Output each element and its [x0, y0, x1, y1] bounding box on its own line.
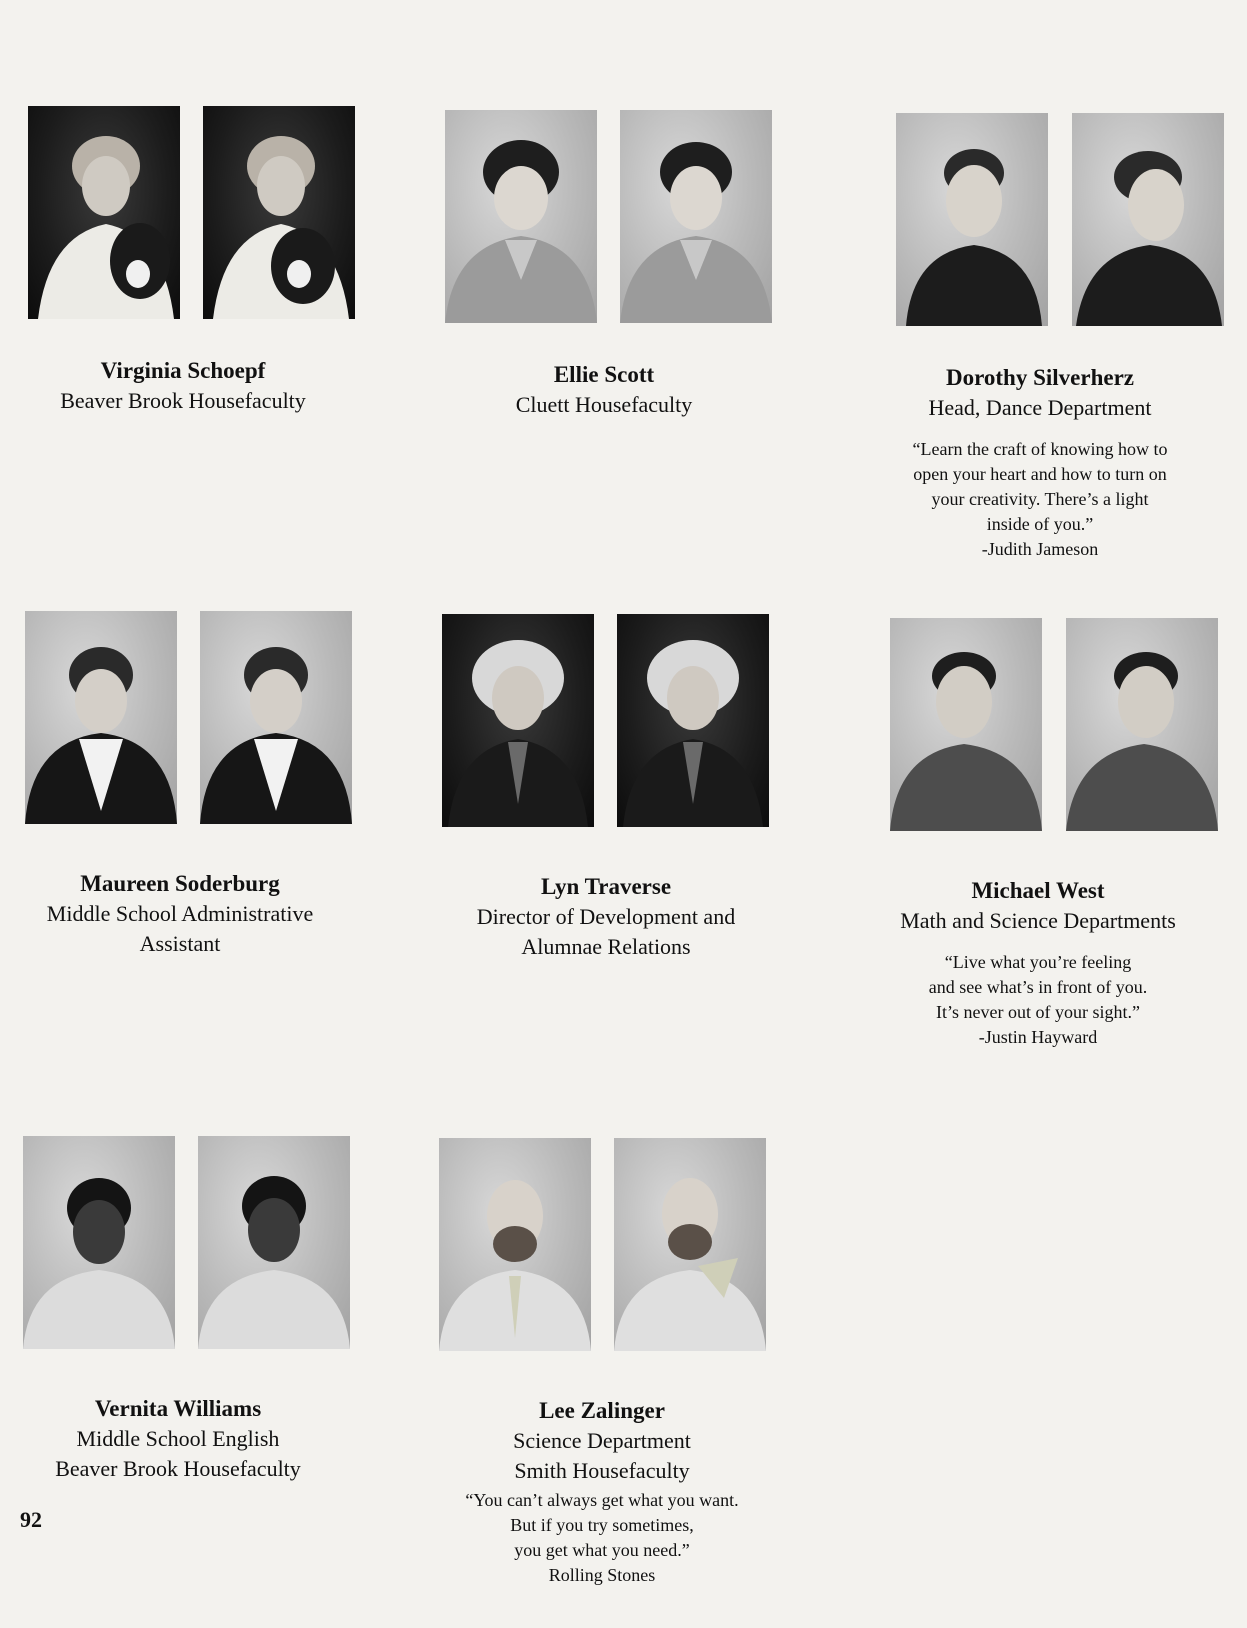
- faculty-role: Middle School English: [76, 1426, 280, 1451]
- faculty-quote: [412, 1488, 792, 1588]
- page-number: 92: [20, 1507, 42, 1532]
- portrait-photo: [25, 611, 177, 824]
- faculty-entry-zalinger: [412, 1138, 792, 1585]
- faculty-quote: [848, 950, 1228, 1050]
- portrait-photo: [203, 106, 355, 319]
- faculty-entry-traverse: [416, 614, 796, 959]
- faculty-role: Cluett Housefaculty: [515, 392, 693, 417]
- portrait-photo: [1066, 618, 1218, 831]
- faculty-entry-soderburg: [0, 611, 370, 956]
- faculty-entry-west: [848, 618, 1228, 1047]
- faculty-role: Assistant: [139, 931, 221, 956]
- faculty-role: Alumnae Relations: [521, 934, 691, 959]
- faculty-name: Maureen Soderburg: [80, 871, 280, 896]
- faculty-role: Middle School Administrative: [46, 901, 314, 926]
- faculty-entry-williams: [0, 1136, 368, 1481]
- portrait-photo: [442, 614, 594, 827]
- portrait-photo: [1072, 113, 1224, 326]
- quote-line: you get what you need.”: [514, 1540, 690, 1560]
- faculty-role: Beaver Brook Housefaculty: [60, 388, 306, 413]
- quote-line: inside of you.”: [986, 514, 1094, 534]
- faculty-name: Virginia Schoepf: [100, 358, 266, 383]
- portrait-photo: [896, 113, 1048, 326]
- quote-line: “Learn the craft of knowing how to: [912, 439, 1168, 459]
- quote-attribution: -Justin Hayward: [978, 1027, 1098, 1047]
- portrait-photo: [28, 106, 180, 319]
- portrait-photo: [614, 1138, 766, 1351]
- faculty-name: Michael West: [971, 878, 1105, 903]
- faculty-role: Beaver Brook Housefaculty: [55, 1456, 301, 1481]
- faculty-name: Lyn Traverse: [540, 874, 672, 899]
- quote-line: It’s never out of your sight.”: [936, 1002, 1140, 1022]
- faculty-entry-scott: [414, 110, 794, 417]
- faculty-role: Director of Development and: [476, 904, 736, 929]
- faculty-name: Vernita Williams: [94, 1396, 262, 1421]
- portrait-photo: [439, 1138, 591, 1351]
- portrait-photo: [445, 110, 597, 323]
- faculty-entry-schoepf: [0, 106, 373, 413]
- quote-line: But if you try sometimes,: [510, 1515, 694, 1535]
- quote-line: your creativity. There’s a light: [931, 489, 1149, 509]
- faculty-quote: [850, 437, 1230, 562]
- portrait-photo: [200, 611, 352, 824]
- quote-attribution: -Judith Jameson: [981, 539, 1099, 559]
- quote-line: and see what’s in front of you.: [928, 977, 1148, 997]
- faculty-role: Science Department: [513, 1428, 691, 1453]
- quote-line: “Live what you’re feeling: [944, 952, 1132, 972]
- portrait-photo: [23, 1136, 175, 1349]
- quote-line: open your heart and how to turn on: [913, 464, 1167, 484]
- portrait-photo: [617, 614, 769, 827]
- faculty-role: Math and Science Departments: [900, 908, 1176, 933]
- faculty-role: Head, Dance Department: [928, 395, 1152, 420]
- faculty-name: Ellie Scott: [553, 362, 655, 387]
- portrait-photo: [198, 1136, 350, 1349]
- portrait-photo: [620, 110, 772, 323]
- faculty-name: Lee Zalinger: [539, 1398, 665, 1423]
- quote-attribution: Rolling Stones: [548, 1565, 656, 1585]
- faculty-name: Dorothy Silverherz: [945, 365, 1134, 390]
- faculty-role: Smith Housefaculty: [514, 1458, 690, 1483]
- portrait-photo: [890, 618, 1042, 831]
- faculty-entry-silverherz: [850, 113, 1230, 559]
- quote-line: “You can’t always get what you want.: [465, 1490, 739, 1510]
